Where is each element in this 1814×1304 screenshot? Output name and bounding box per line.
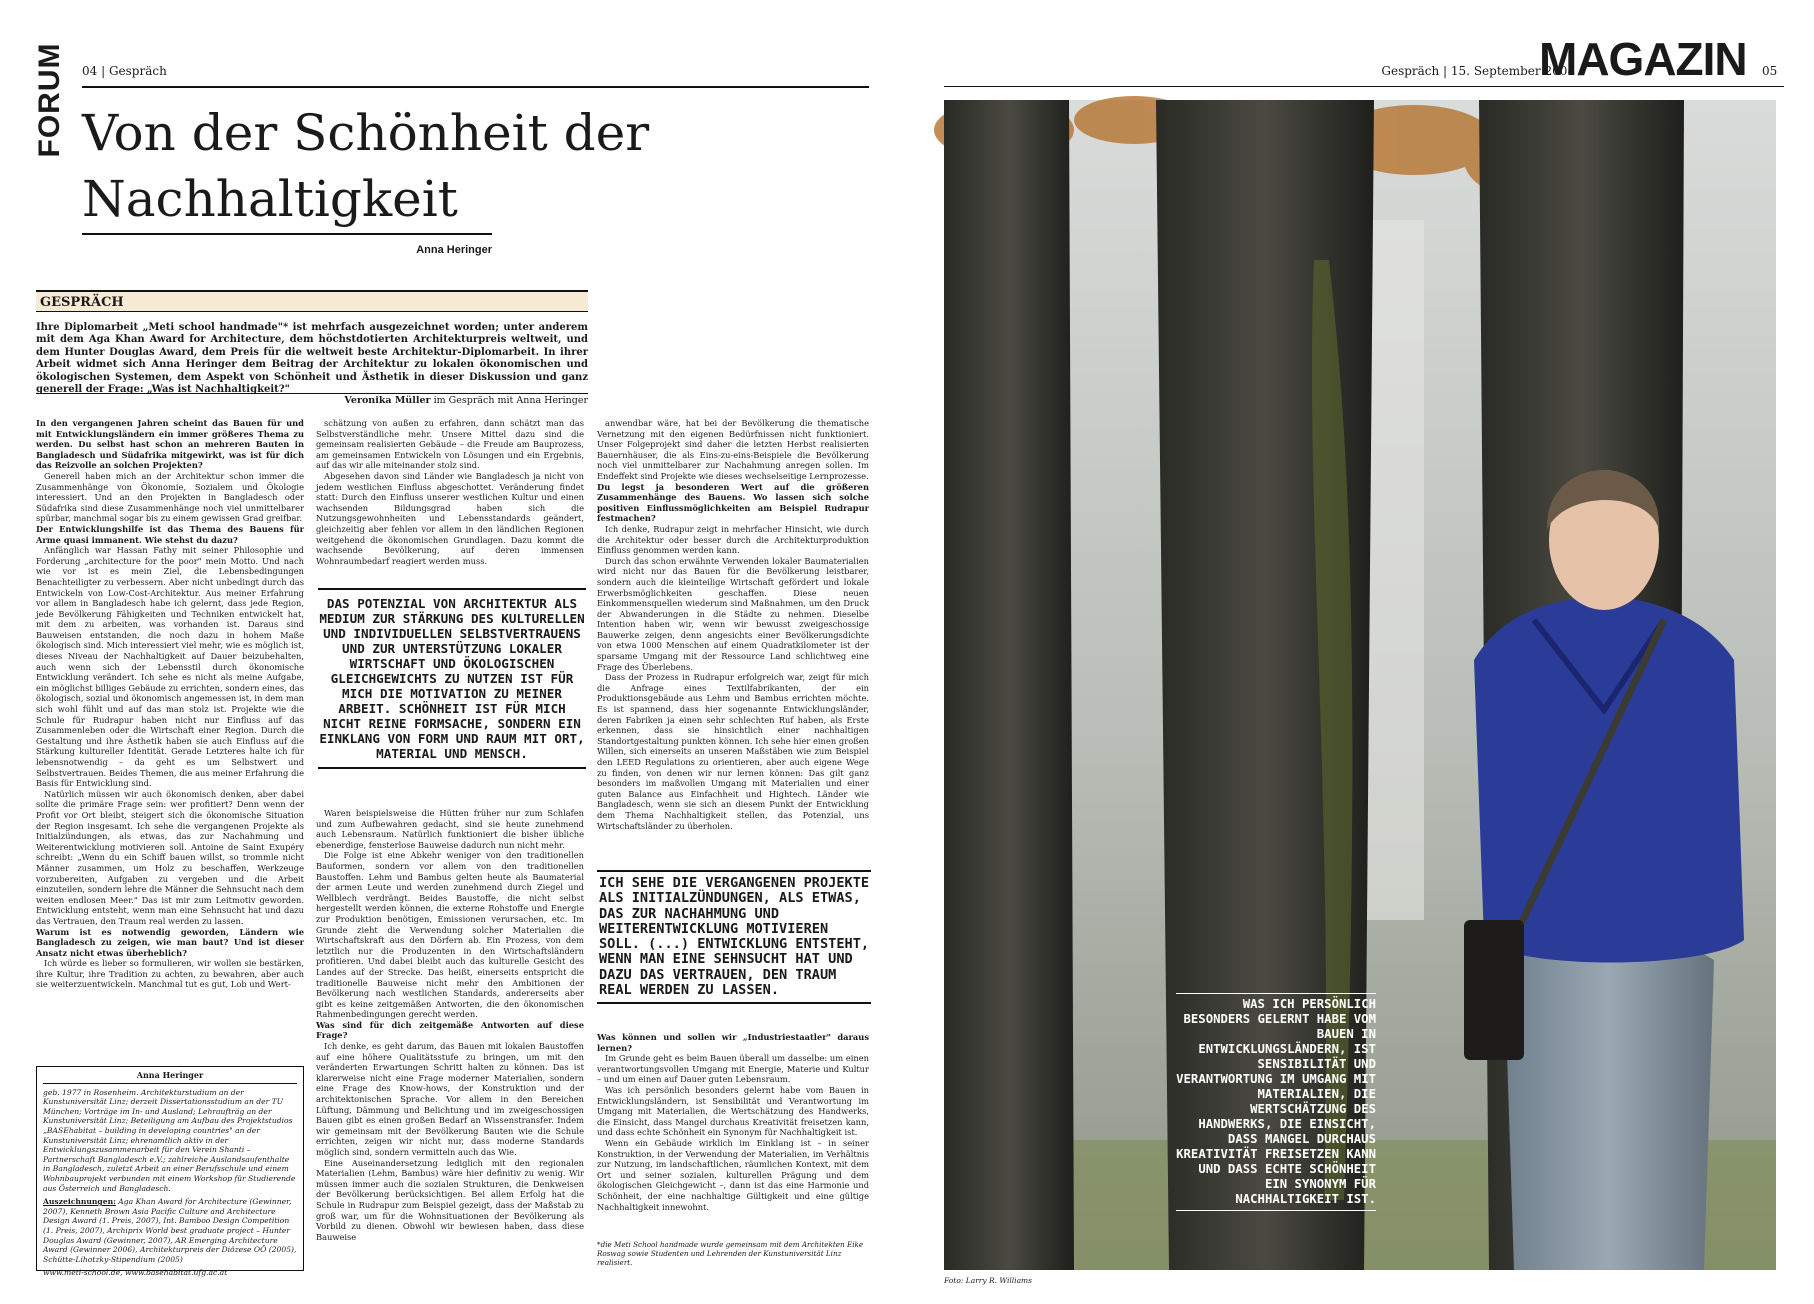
bio-text: geb. 1977 in Rosenheim. Architekturstudium an der Kunstuniversität Linz; derzeit Dissertationsstudium an der TU München; Vorträge im In- und Ausland; Lehraufträg an der Kunstuniversität Linz; Beteiligung am Aufbau des Projektstudios „BASEhabitat – building in developing countries" an der Kunstuniversität Linz; ehrenamtlich aktiv in der Entwicklungszusammenarbeit für den Verein Shanti – Partnerschaft Bangladesch e.V.; zahlreiche Auslandsaufenthalte in Bangladesch, zuletzt Arbeit an einer Berufsschule und einem Wohnbauprojekt verbunden mit einem Workshop für Studierende aus Österreich und Bangladesch.: [43, 1087, 296, 1193]
footnote: *die Meti School handmade wurde gemeinsam mit dem Architekten Eike Roswag sowie Studenten und Lehrenden der Kunstuniversität Linz realisiert.: [597, 1240, 864, 1267]
text-column-2a: [316, 418, 584, 578]
title-rule: [82, 233, 492, 235]
bio-awards-text: Aga Khan Award for Architecture (Gewinner, 2007), Kenneth Brown Asia Pacific Culture and Architecture Design Award (1. Preis, 2007), Int. Bamboo Design Competition (1. Preis, 2007), Archiprix World best graduate project – Hunter Douglas Award (Gewinner, 2007), AR Emerging Architecture Award (Gewinner 2006), Architekturpreis der Diözese OÖ (2005), Schütte-Lihotzky-Stipendium (2005): [43, 1197, 297, 1264]
header-rule-left: [82, 86, 869, 88]
section-label: GESPRÄCH: [36, 290, 588, 312]
question-paragraph: Was sind für dich zeitgemäße Antworten auf diese Frage?: [316, 1019, 584, 1041]
text-column-3a: [597, 418, 869, 862]
answer-paragraph: Ich denke, Rudrapur zeigt in mehrfacher Hinsicht, wie durch die Architektur oder besser durch die Architekturproduktion Einfluss genommen werden kann.: [597, 523, 869, 556]
bio-name: Anna Heringer: [43, 1071, 297, 1084]
bio-web-links: www.meti-school.de, www.basehabitat.ufg.ac.at: [43, 1268, 228, 1278]
byline-rest: im Gespräch mit Anna Heringer: [430, 395, 588, 406]
answer-paragraph: anwendbar wäre, hat bei der Bevölkerung die thematische Vernetzung mit den eigenen Bedürfnissen nicht funktioniert. Unser Folgeprojekt sind daher die letzten Herbst realisierten Bauernhäuser, die als Eins-zu-eins-Beispiele die Bevölkerung noch viel unmittelbarer zur Nachahmung anregen sollen. Im Endeffekt sind Projekte wie dieses wechselseitige Lernprozesse.: [597, 418, 869, 481]
answer-paragraph: Durch das schon erwähnte Verwenden lokaler Baumaterialien wird nicht nur das Bauen für die Bevölkerung leistbarer, sondern auch die kleinteilige Wirtschaft gefördert und lokale Erwerbsmöglichkeiten geschaffen. Diese neuen Einkommensquellen wiederum sind Maßnahmen, um den Druck der Abwanderungen in die Städte zu nehmen. Dieselbe Intention haben wir, wenn wir bewusst zweigeschossige Bauwerke zeigen, denn angesichts einer Bevölkerungsdichte von etwa 1000 Menschen auf einem Quadratkilometer ist der sparsame Umgang mit der Ressource Land schlichtweg eine Frage des Überlebens.: [597, 555, 869, 672]
answer-paragraph: schätzung von außen zu erfahren, dann schätzt man das Selbstverständliche mehr. Unsere Mittel dazu sind die gemeinsam realisierten Gebäude – die Freude am Bauprozess, am gemeinsamen Entwickeln von Lösungen und ein Ergebnis, auf das wir alle miteinander stolz sind.: [316, 418, 584, 471]
text-column-1: [36, 418, 304, 1050]
byline-name: Veronika Müller: [344, 395, 431, 406]
byline: [36, 393, 588, 406]
pull-quote-1: DAS POTENZIAL VON ARCHITEKTUR ALS MEDIUM ZUR STÄRKUNG DES KULTURELLEN UND INDIVIDUELLEN SELBSTVERTRAUENS UND ZUR UNTERSTÜTZUNG LOKALER WIRTSCHAFT UND ÖKOLOGISCHEN GLEICHGEWICHTS ZU NUTZEN IST FÜR MICH DIE MOTIVATION ZU MEINER ARBEIT. SCHÖNHEIT IST FÜR MICH NICHT REINE FORMSACHE, SONDERN EIN EINKLANG VON FORM UND RAUM MIT ORT, MATERIAL UND MENSCH.: [318, 588, 586, 769]
question-paragraph: Was können und sollen wir „Industriestaatler" daraus lernen?: [597, 1032, 869, 1053]
bio-awards-label: Auszeichnungen:: [43, 1197, 116, 1207]
question-paragraph: Der Entwicklungshilfe ist das Thema des Bauens für Arme quasi immanent. Wie stehst du dazu?: [36, 523, 304, 545]
text-column-3b: [597, 1032, 869, 1272]
answer-paragraph: Ich würde es lieber so formulieren, wir wollen sie bestärken, ihre Kultur, ihre Tradition zu achten, zu bewahren, aber auch sie weiterzuentwickeln. Manchmal tut es gut, Lob und Wert-: [36, 958, 304, 990]
answer-paragraph: Anfänglich war Hassan Fathy mit seiner Philosophie und Forderung „architecture for the poor" mein Motto. Und nach wie vor ist es mein Ziel, die Lebensbedingungen Benachteiligter zu verbessern. Aber nicht unbedingt durch das Entwickeln von Low-Cost-Architektur. Aus meiner Erfahrung vor allem in Bangladesch habe ich gelernt, dass jede Region, jede Bevölkerung Fähigkeiten und Techniken entwickelt hat, mit dem zu arbeiten, was vorhanden ist. Daraus sind Bauweisen entstanden, die noch dazu in hohem Maße ökologisch sind. Mich interessiert viel mehr, wie es möglich ist, dieses Niveau der Nachhaltigkeit auf Dauer beizubehalten, auch wenn sich der Lebensstil durch ökonomische Entwicklung verändert. Ich sehe es nicht als meine Aufgabe, ein möglichst billiges Gebäude zu errichten, sondern eines, das ökologisch, sozial und ökonomisch angemessen ist, in dem man sich wohl fühlt und auf das man stolz ist. Projekte wie die Schule für Rudrapur haben nicht nur Einfluss auf das Zusammenleben oder die Wirtschaft einer Region. Durch die Gestaltung und ihre Ästhetik haben sie auch Einfluss auf die Stärkung kultureller Identität. Gerade Letzteres halte ich für lebensnotwendig – da geht es um Selbstwert und Selbstvertrauen. Beides Themen, die aus meiner Erfahrung die Basis für Entwicklung sind.: [36, 545, 304, 789]
answer-paragraph: Generell haben mich an der Architektur schon immer die Zusammenhänge von Ökonomie, Sozialem und Ökologie interessiert. Und an den Projekten in Bangladesch oder Südafrika sind diese Zusammenhänge noch viel unmittelbarer spürbar, manchmal sogar bis zu einem gewissen Grad greifbar.: [36, 470, 304, 524]
answer-paragraph: Ich denke, es geht darum, das Bauen mit lokalen Baustoffen auf eine höhere Qualitätsstufe zu bringen, um mit den veränderten Erwartungen Schritt halten zu können. Das ist klarerweise nicht eine Frage moderner Materialien, sondern eine Frage des Know-hows, der Konstruktion und der architektonischen Sprache. Vor allem in den Bereichen Lüftung, Dämmung und Belichtung und im zweigeschossigen Bauen gibt es einen großen Bedarf an Wissenstransfer. Indem wir gemeinsam mit der Bevölkerung Bauten wie die Schule errichten, zeigen wir nicht nur, dass moderne Standards möglich sind, sondern vermitteln auch das Wie.: [316, 1041, 584, 1157]
question-paragraph: Warum ist es notwendig geworden, Ländern wie Bangladesch zu zeigen, wie man baut? Und ist dieser Ansatz nicht etwas überheblich?: [36, 926, 304, 958]
question-paragraph: Du legst ja besonderen Wert auf die größeren Zusammenhänge des Bauens. Wo lassen sich solche positiven Einflussmöglichkeiten am Beispiel Rudrapur festmachen?: [597, 481, 869, 524]
question-paragraph: In den vergangenen Jahren scheint das Bauen für und mit Entwicklungsländern ein immer größeres Thema zu werden. Du selbst hast schon an mehreren Bauten in Bangladesch und Südafrika mitgewirkt, was ist für dich das Reizvolle an solchen Projekten?: [36, 418, 304, 471]
answer-paragraph: Abgesehen davon sind Länder wie Bangladesch ja nicht von jedem westlichen Einfluss abgeschottet. Veränderung findet statt: Durch den Einfluss unserer westlichen Kultur und einen wachsenden Bildungsgrad haben sich die Nutzungsgewohnheiten und Lebensstandards geändert, gleichzeitig aber fehlen vor allem in den ländlichen Regionen weitgehend die ökonomischen Grundlagen. Dazu kommt die wachsende Bevölkerung, auf deren immensen Wohnraumbedarf reagiert werden muss.: [316, 470, 584, 566]
pull-quote-3: WAS ICH PERSÖNLICH BESONDERS GELERNT HABE VOM BAUEN IN ENTWICKLUNGSLÄNDERN, IST SENSIBILITÄT UND VERANTWORTUNG IM UMGANG MIT MATERIALIEN, DIE WERTSCHÄTZUNG DES HANDWERKS, DIE EINSICHT, DASS MANGEL DURCHAUS KREATIVITÄT FREISETZEN KANN UND DASS ECHTE SCHÖNHEIT EIN SYNONYM FÜR NACHHALTIGKEIT IST.: [1176, 993, 1376, 1211]
text-column-2b: [316, 808, 584, 1270]
article-title: Von der Schönheit der Nachhaltigkeit: [82, 104, 650, 228]
article-intro: Ihre Diplomarbeit „Meti school handmade"* ist mehrfach ausgezeichnet worden; unter anderem mit dem Aga Khan Award for Architecture, dem höchstdotierten Architekturpreis weltweit, und dem Hunter Douglas Award, dem Preis für die weltweit beste Architektur-Diplomarbeit. In ihrer Arbeit widmet sich Anna Heringer dem Beitrag der Architektur zu lokalen ökonomischen und ökologischen Systemen, dem Aspekt von Schönheit und Ästhetik in dieser Diskussion und ganz generell der Frage: „Was ist Nachhaltigkeit?": [36, 322, 588, 396]
header-rule-right: [944, 86, 1784, 87]
photo-credit: Foto: Larry R. Williams: [944, 1276, 1033, 1285]
magazine-logo: MAGAZIN: [1539, 33, 1747, 85]
answer-paragraph: Was ich persönlich besonders gelernt habe vom Bauen in Entwicklungsländern, ist Sensibilität und Verantwortung im Umgang mit Materialien, die Wertschätzung des Handwerks, die Einsicht, dass Mangel durchaus Kreativität freisetzen kann, und dass echte Schönheit ein Synonym für Nachhaltigkeit ist.: [597, 1084, 869, 1138]
photo-trunk-left: [944, 100, 1074, 1270]
answer-paragraph: Dass der Prozess in Rudrapur erfolgreich war, zeigt für mich die Anfrage eines Textilfabrikanten, der ein Produktionsgebäude aus Lehm und Bambus errichten möchte. Es ist spannend, dass hier sogenannte Entwicklungsländer, deren Fabriken ja einen sehr schlechten Ruf haben, als Erste erkennen, dass sie hinsichtlich einer nachhaltigen Standortgestaltung punkten können. Ich sehe hier einen großen Willen, sich einerseits an unseren Maßstäben wie zum Beispiel den LEED Regulations zu orientieren, aber auch eigene Wege zu finden, von denen wir nur lernen können: Das gilt ganz besonders im maßvollen Umgang mit Materialien und einer guten Balance aus Einfachheit und Hightech. Länder wie Bangladesch, wenn sie sich an diesem Punkt der Entwicklung dem Thema Nachhaltigkeit stellen, das Potenzial, uns Wirtschaftsländer zu überholen.: [597, 672, 869, 831]
forum-vertical-label: FORUM: [33, 42, 66, 158]
bio-awards: [43, 1197, 297, 1264]
page-header-left: 04 | Gespräch: [82, 64, 167, 78]
pull-quote-2: ICH SEHE DIE VERGANGENEN PROJEKTE ALS INITIALZÜNDUNGEN, ALS ETWAS, DAS ZUR NACHAHMUNG UND WEITERENTWICKLUNG MOTIVIEREN SOLL. (...) ENTWICKLUNG ENTSTEHT, WENN MAN EINE SEHNSUCHT HAT UND DAZU DAS VERTRAUEN, DEN TRAUM REAL WERDEN ZU LASSEN.: [597, 870, 871, 1004]
page-header-right: Gespräch | 15. September 2008: [1381, 64, 1575, 78]
author-bio-box: [36, 1066, 304, 1278]
article-author: Anna Heringer: [416, 244, 492, 256]
answer-paragraph: Wenn ein Gebäude wirklich im Einklang ist – in seiner Konstruktion, in der Verwendung der Materialien, im Verhältnis zur Nutzung, im landschaftlichen, räumlichen Kontext, mit dem Ort und seiner sozialen, kulturellen Prägung und dem ökologischen Gleichgewicht –, dann ist das eine Harmonie und Schönheit, der eine nachhaltige Gültigkeit und eine gültige Nachhaltigkeit innewohnt.: [597, 1137, 869, 1212]
answer-paragraph: Die Folge ist eine Abkehr weniger von den traditionellen Bauformen, sondern vor allem von den traditionellen Baustoffen. Lehm und Bambus gelten heute als Baumaterial der armen Leute und werden zunehmend durch Ziegel und Wellblech verdrängt. Beides Baustoffe, die nicht selbst hergestellt werden können, die externe Rohstoffe und Energie zur Produktion benötigen, Emissionen verursachen, etc. Im Grunde zieht die Verwendung solcher Materialien die Wirtschaftskraft aus den Dörfern ab. Ein Prozess, von dem letztlich nur die Produzenten in den Wirtschaftsländern profitieren. Und dabei bleibt auch das kulturelle Gesicht des Landes auf der Strecke. Das heißt, einerseits entspricht die traditionelle Bauweise nicht mehr den Ambitionen der Bevölkerung nach westlichen Standards, andererseits aber gibt es keine zeitgemäßen Antworten, die den ökonomischen Rahmenbedingungen gerecht werden.: [316, 850, 584, 1020]
answer-paragraph: Im Grunde geht es beim Bauen überall um dasselbe: um einen verantwortungsvollen Umgang mit Energie, Materie und Kultur – und um einen auf Dauer guten Lebensraum.: [597, 1053, 869, 1085]
page-number-right: 05: [1762, 64, 1778, 78]
answer-paragraph: Natürlich müssen wir auch ökonomisch denken, aber dabei sollte die primäre Frage sein: wer profitiert? Denn wenn der Profit vor Ort bleibt, steigert sich die ökonomische Situation der Region insgesamt. Ich sehe die vergangenen Projekte als Initialzündungen, als etwas, das zur Nachahmung und Weiterentwicklung motivieren soll. Antoine de Saint Exupéry schreibt: „Wenn du ein Schiff bauen willst, so trommle nicht Männer zusammen, um Holz zu beschaffen, Werkzeuge vorzubereiten, Aufgaben zu vergeben und die Arbeit einzuteilen, sondern lehre die Männer die Sehnsucht nach dem weiten endlosen Meer." Das ist mir zum Leitmotiv geworden. Entwicklung entsteht, wenn man eine Sehnsucht hat und dazu das Vertrauen, den Traum real werden zu lassen.: [36, 788, 304, 926]
answer-paragraph: Eine Auseinandersetzung lediglich mit den regionalen Materialien (Lehm, Bambus) wäre hier definitiv zu wenig. Wir müssen immer auch die sozialen Strukturen, die Denkweisen der Bevölkerung berücksichtigen. Bei allem Erfolg hat die Schule in Rudrapur zum Beispiel gezeigt, dass der Maßstab zu groß war, um für die Wohnsituationen der Bevölkerung als Vorbild zu dienen. Obwohl wir bewiesen haben, dass diese Bauweise: [316, 1157, 584, 1242]
answer-paragraph: Waren beispielsweise die Hütten früher nur zum Schlafen und zum Aufbewahren gedacht, sind sie heute zunehmend auch Lebensraum. Natürlich funktioniert die bisher übliche ebenerdige, fensterlose Bauweise dadurch nun nicht mehr.: [316, 808, 584, 850]
